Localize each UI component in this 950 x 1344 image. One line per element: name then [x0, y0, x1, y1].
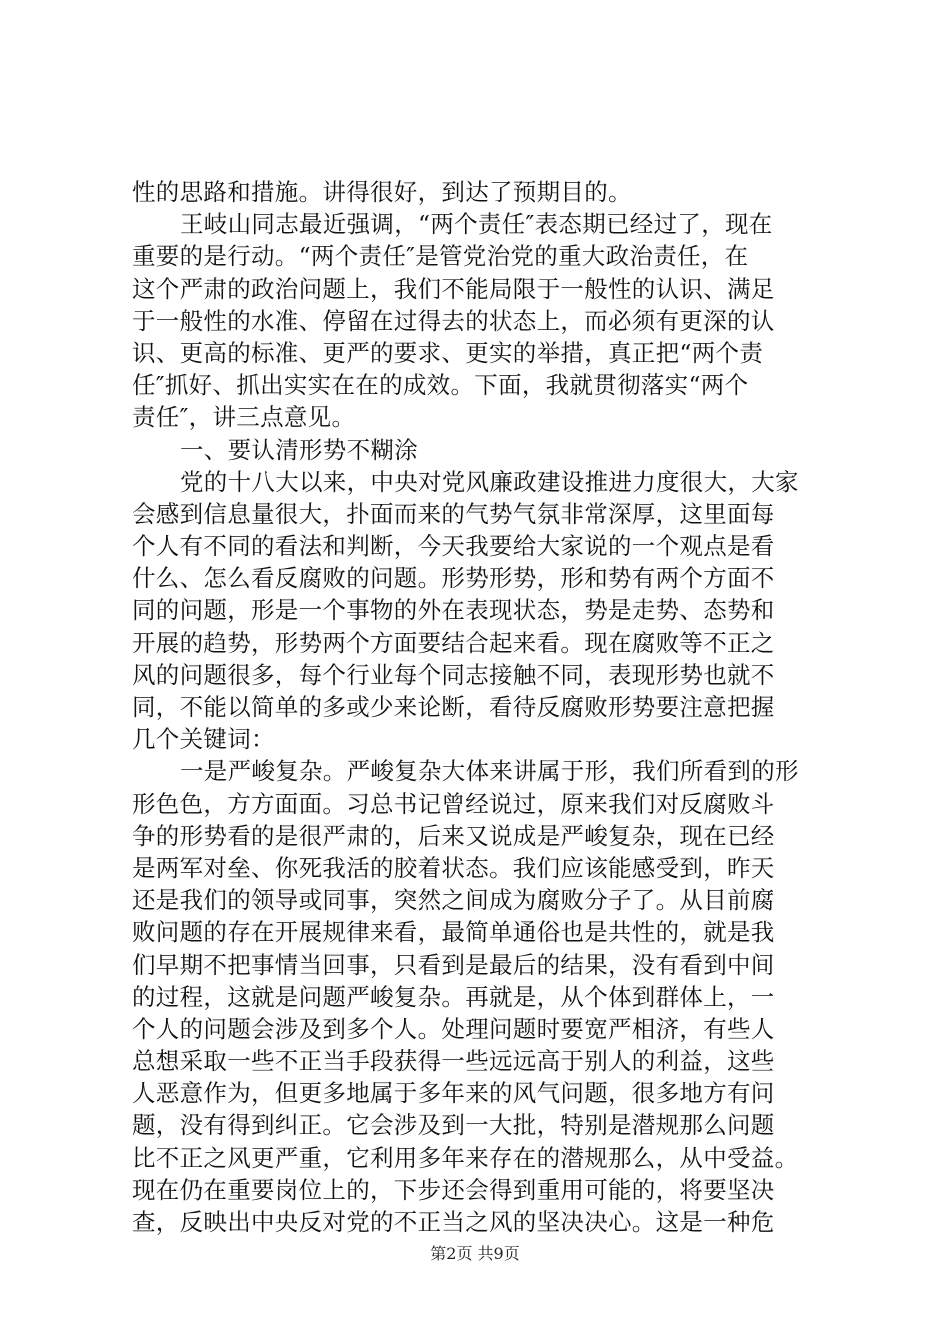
text-line: 总想采取一些不正当手段获得一些远远高于别人的利益，这些: [132, 1047, 775, 1076]
text-line: 题，没有得到纠正。它会涉及到一大批，特别是潜规那么问题: [132, 1111, 775, 1140]
text-line: 会感到信息量很大，扑面而来的气势气氛非常深厚，这里面每: [132, 499, 775, 528]
text-line: 党的十八大以来，中央对党风廉政建设推进力度很大，大家: [180, 467, 799, 496]
text-line: 还是我们的领导或同事，突然之间成为腐败分子了。从目前腐: [132, 886, 775, 915]
text-line: 几个关键词：: [132, 725, 275, 754]
text-line: 识、更高的标准、更严的要求、更实的举措，真正把“两个责: [132, 338, 764, 367]
text-line: 重要的是行动。“两个责任″是管党治党的重大政治责任，在: [132, 242, 749, 271]
text-line: 同的问题，形是一个事物的外在表现状态，势是走势、态势和: [132, 596, 775, 625]
text-line: 们早期不把事情当回事，只看到是最后的结果，没有看到中间: [132, 950, 775, 979]
text-line: 同，不能以简单的多或少来论断，看待反腐败形势要注意把握: [132, 693, 775, 721]
text-line: 个人有不同的看法和判断，今天我要给大家说的一个观点是看: [132, 532, 775, 561]
text-line: 这个严肃的政治问题上，我们不能局限于一般性的认识、满足: [132, 274, 775, 303]
text-line: 现在仍在重要岗位上的，下步还会得到重用可能的，将要坚决: [132, 1175, 775, 1204]
text-line: 开展的趋势，形势两个方面要结合起来看。现在腐败等不正之: [132, 628, 775, 657]
text-line: 争的形势看的是很严肃的，后来又说成是严峻复杂，现在已经: [132, 821, 775, 850]
text-line: 什么、怎么看反腐败的问题。形势形势，形和势有两个方面不: [132, 564, 775, 593]
text-line: 的过程，这就是问题严峻复杂。再就是，从个体到群体上，一: [132, 982, 775, 1011]
text-line: 任″抓好、抓出实实在在的成效。下面，我就贯彻落实“两个: [132, 371, 749, 400]
text-line: 一是严峻复杂。严峻复杂大体来讲属于形，我们所看到的形: [180, 757, 799, 786]
text-line: 风的问题很多，每个行业每个同志接触不同，表现形势也就不: [132, 660, 775, 689]
page-footer: 第2页 共9页: [430, 1244, 520, 1263]
text-line: 人恶意作为，但更多地属于多年来的风气问题，很多地方有问: [132, 1079, 775, 1108]
text-line: 查，反映出中央反对党的不正当之风的坚决决心。这是一种危: [132, 1208, 775, 1236]
text-line: 责任″，讲三点意见。: [132, 403, 356, 432]
text-line: 形色色，方方面面。习总书记曾经说过，原来我们对反腐败斗: [132, 789, 775, 818]
text-line: 是两军对垒、你死我活的胶着状态。我们应该能感受到，昨天: [132, 853, 775, 882]
text-line: 王岐山同志最近强调，“两个责任″表态期已经过了，现在: [180, 210, 773, 239]
text-line: 性的思路和措施。讲得很好，到达了预期目的。: [132, 178, 632, 206]
text-line: 一、要认清形势不糊涂: [180, 435, 418, 464]
text-line: 于一般性的水准、停留在过得去的状态上，而必须有更深的认: [132, 306, 775, 335]
document-body: [132, 176, 837, 1238]
text-line: 比不正之风更严重，它利用多年来存在的潜规那么，从中受益。: [132, 1143, 799, 1172]
text-line: 败问题的存在开展规律来看，最简单通俗也是共性的，就是我: [132, 918, 775, 947]
text-line: 个人的问题会涉及到多个人。处理问题时要宽严相济，有些人: [132, 1014, 775, 1043]
